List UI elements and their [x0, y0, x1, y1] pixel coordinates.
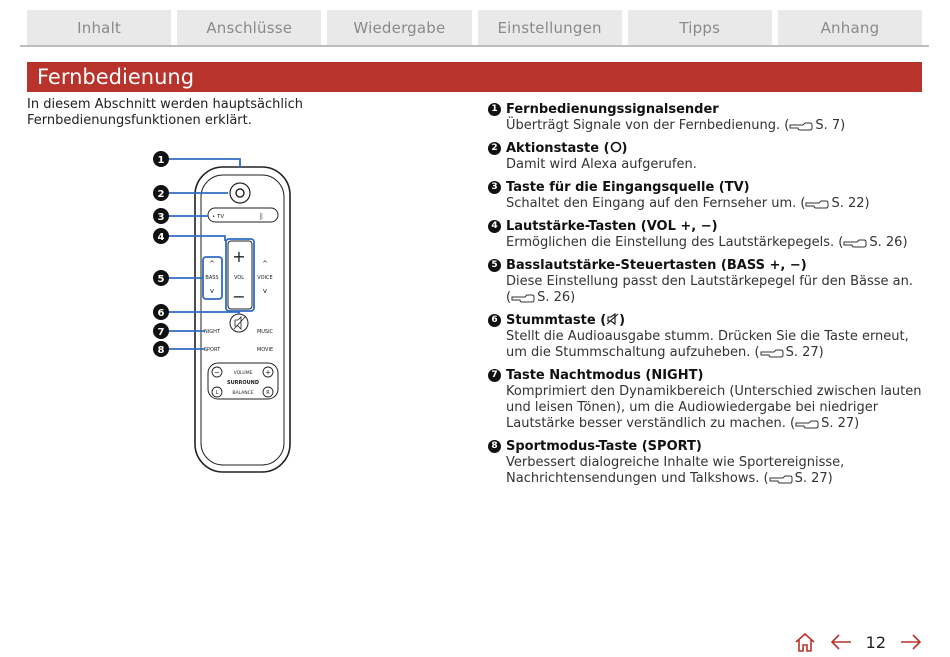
page-reference[interactable]: ( S. 27): [754, 345, 824, 360]
svg-text:2: 2: [157, 189, 165, 200]
svg-text:SURROUND: SURROUND: [226, 380, 260, 386]
page-footer: [794, 632, 922, 652]
page-reference[interactable]: ( S. 26): [838, 235, 908, 250]
svg-text:^: ^: [209, 260, 215, 268]
item-desc: Ermöglichen die Einstellung des Lautstärkepegels. ( S. 26): [506, 235, 908, 250]
item-number: 2: [488, 142, 501, 155]
item-number: 8: [488, 440, 501, 453]
svg-text:−: −: [232, 287, 246, 306]
item-title: Lautstärke-Tasten (VOL +, −): [506, 219, 718, 234]
tab-wiedergabe[interactable]: Wiedergabe: [327, 10, 471, 46]
item-desc: Schaltet den Eingang auf den Fernseher um. ( S. 22): [506, 196, 870, 211]
item-number: 6: [488, 314, 501, 327]
svg-text:VOICE: VOICE: [257, 275, 273, 281]
bluetooth-icon: ᛒ: [259, 212, 264, 221]
svg-text:v: v: [209, 287, 215, 295]
pointing-hand-icon: [805, 199, 829, 209]
item-title: Aktionstaste ( ): [506, 141, 628, 156]
tab-anschluesse[interactable]: Anschlüsse: [177, 10, 321, 46]
svg-text:MOVIE: MOVIE: [256, 347, 274, 353]
tab-bar: [27, 10, 922, 46]
pointing-hand-icon: [795, 419, 819, 429]
tab-tipps[interactable]: Tipps: [628, 10, 772, 46]
intro-text: In diesem Abschnitt werden hauptsächlich Fernbedienungsfunktionen erklärt.: [27, 97, 304, 128]
svg-text:VOLUME: VOLUME: [233, 371, 253, 376]
svg-text:4: 4: [157, 232, 165, 243]
alexa-icon: [610, 141, 622, 153]
item-title: Sportmodus-Taste (SPORT): [506, 439, 702, 454]
remote-tv-label: TV: [217, 214, 225, 220]
svg-text:BASS: BASS: [205, 275, 219, 281]
item-number: 3: [488, 181, 501, 194]
svg-text:−: −: [214, 368, 220, 377]
tab-divider: [20, 45, 929, 47]
list-item: [488, 102, 928, 134]
page-reference[interactable]: ( S. 22): [800, 196, 870, 211]
item-desc: Komprimiert den Dynamikbereich (Unterschied zwischen lauten und leisen Tönen), um die Audiowiedergabe bei niedriger Lautstärke besser verständlich zu machen. ( S. 27): [506, 384, 922, 431]
section-title: Fernbedienung: [27, 62, 922, 92]
item-number: 4: [488, 220, 501, 233]
svg-text:BALANCE: BALANCE: [232, 391, 254, 396]
tab-inhalt[interactable]: Inhalt: [27, 10, 171, 46]
svg-text:+: +: [232, 247, 246, 266]
page-reference[interactable]: ( S. 27): [763, 471, 833, 486]
pointing-hand-icon: [769, 474, 793, 484]
tab-anhang[interactable]: Anhang: [778, 10, 922, 46]
list-item: [488, 439, 928, 487]
item-desc: Verbessert dialogreiche Inhalte wie Sportereignisse, Nachrichtensendungen und Talkshows. ( S. 27): [506, 455, 845, 486]
svg-text:VOL: VOL: [233, 275, 245, 281]
item-desc: Überträgt Signale von der Fernbedienung. ( S. 7): [506, 118, 846, 133]
item-number: 5: [488, 259, 501, 272]
mute-icon: [606, 313, 619, 325]
pointing-hand-icon: [789, 121, 813, 131]
item-number: 1: [488, 103, 501, 116]
svg-text:L: L: [215, 390, 219, 396]
arrow-left-icon[interactable]: [830, 634, 852, 650]
function-list: [488, 102, 928, 494]
pointing-hand-icon: [511, 293, 535, 303]
item-title: Fernbedienungssignalsender: [506, 102, 719, 117]
item-desc: Stellt die Audioausgabe stumm. Drücken Sie die Taste erneut, um die Stummschaltung aufzuheben. ( S. 27): [506, 329, 909, 360]
item-title: Taste für die Eingangsquelle (TV): [506, 180, 750, 195]
tab-einstellungen[interactable]: Einstellungen: [478, 10, 622, 46]
svg-text:8: 8: [157, 345, 165, 356]
svg-text:SPORT: SPORT: [203, 347, 221, 353]
item-desc: Damit wird Alexa aufgerufen.: [506, 157, 697, 172]
item-title: Stummtaste ( ): [506, 313, 626, 328]
page-reference[interactable]: ( S. 27): [790, 416, 860, 431]
home-icon[interactable]: [794, 632, 816, 652]
list-item: [488, 258, 928, 306]
item-number: 7: [488, 369, 501, 382]
svg-text:NIGHT: NIGHT: [204, 329, 220, 335]
pointing-hand-icon: [843, 238, 867, 248]
page-reference[interactable]: ( S. 26): [506, 290, 576, 305]
svg-text:MUSIC: MUSIC: [256, 329, 274, 335]
item-desc: Diese Einstellung passt den Lautstärkepegel für den Bässe an. ( S. 26): [506, 274, 914, 305]
pointing-hand-icon: [760, 348, 784, 358]
svg-text:+: +: [265, 368, 271, 377]
list-item: [488, 180, 928, 212]
page-reference[interactable]: ( S. 7): [784, 118, 846, 133]
list-item: [488, 313, 928, 361]
svg-text:R: R: [266, 390, 270, 396]
item-title: Basslautstärke-Steuertasten (BASS +, −): [506, 258, 807, 273]
svg-text:^: ^: [262, 260, 268, 268]
remote-illustration: [150, 145, 300, 475]
svg-text:6: 6: [157, 308, 165, 319]
svg-text:v: v: [262, 287, 268, 295]
page-number: 12: [865, 632, 886, 652]
item-title: Taste Nachtmodus (NIGHT): [506, 368, 704, 383]
svg-text:7: 7: [157, 327, 165, 338]
svg-text:5: 5: [157, 274, 165, 285]
list-item: [488, 219, 928, 251]
arrow-right-icon[interactable]: [900, 634, 922, 650]
list-item: [488, 141, 928, 173]
svg-text:3: 3: [157, 212, 165, 223]
svg-text:1: 1: [157, 155, 165, 166]
svg-text:• TV: • TV: [212, 214, 225, 220]
list-item: [488, 368, 928, 432]
